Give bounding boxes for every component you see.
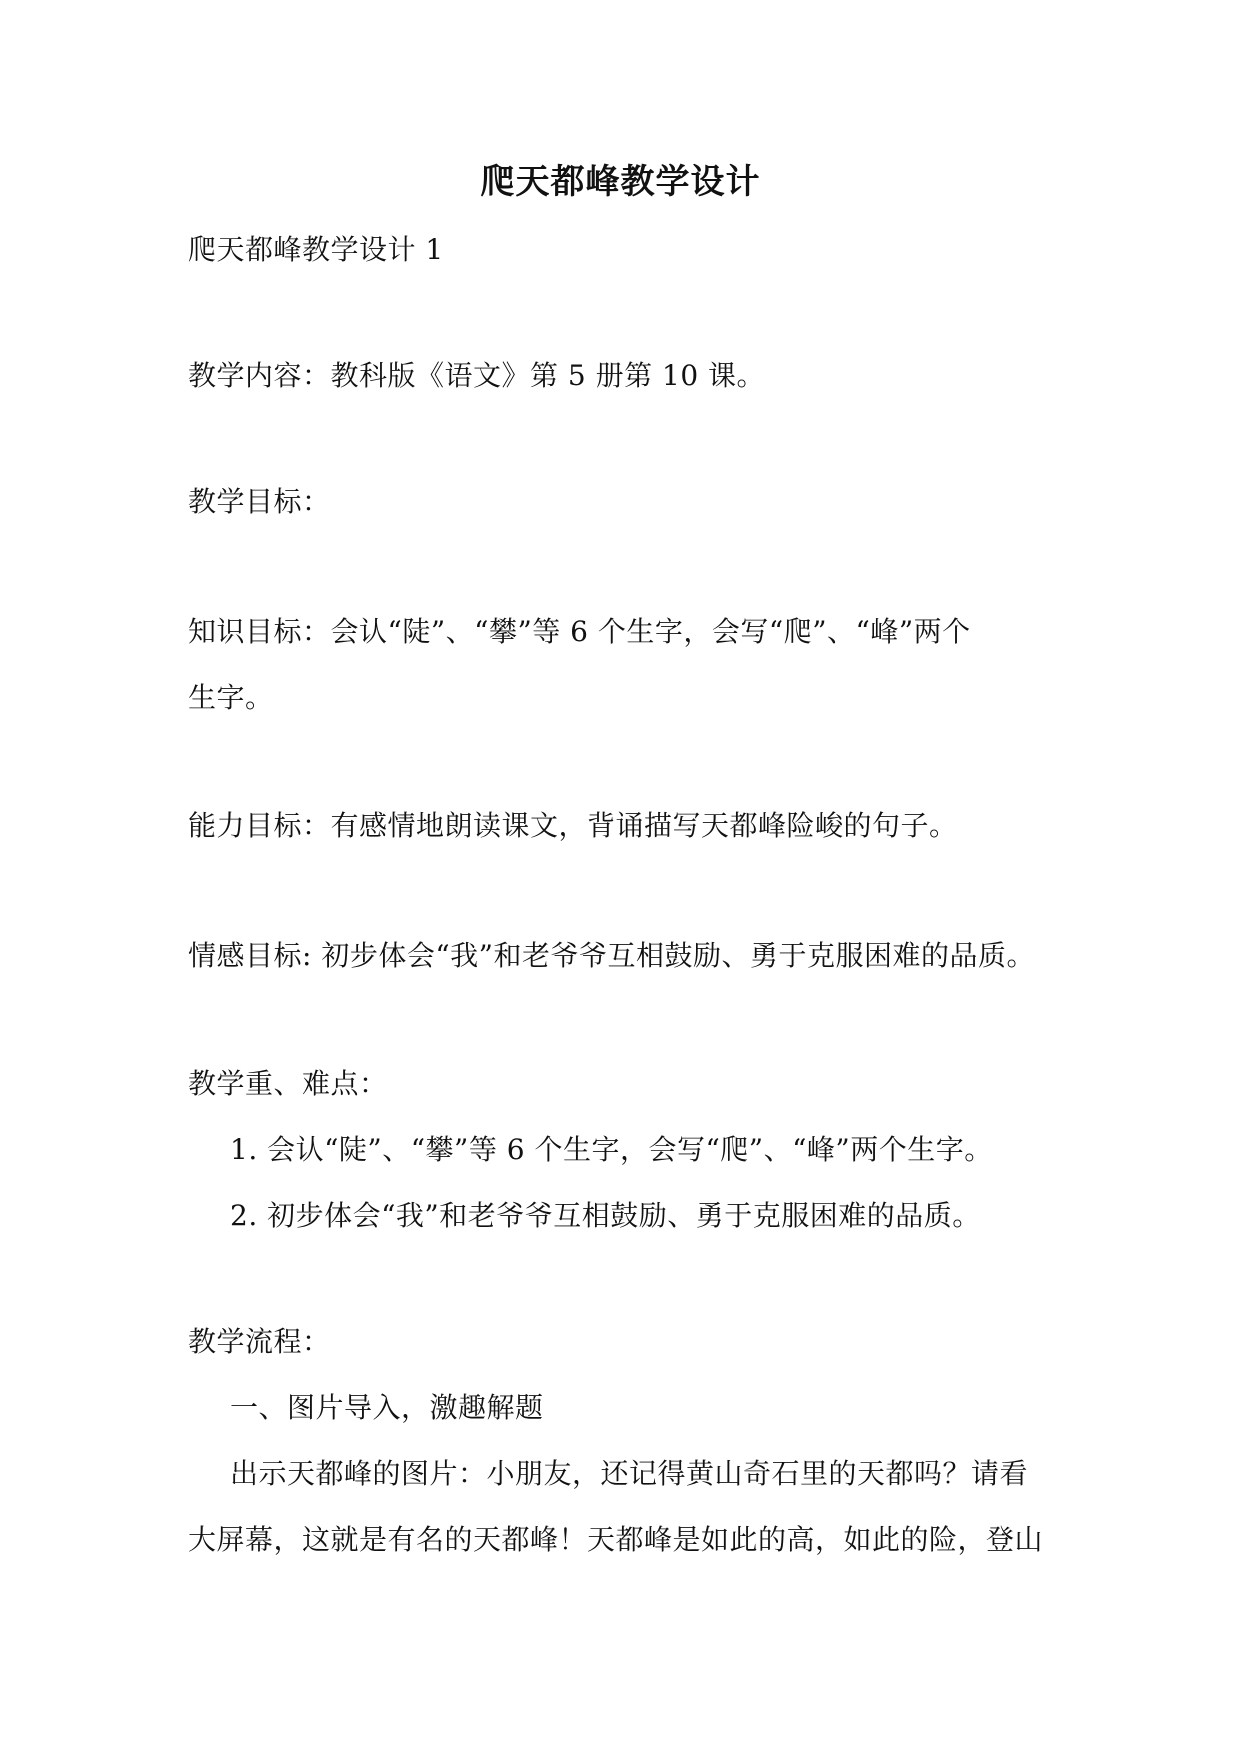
teaching-content-line: 教学内容：教科版《语文》第 5 册第 10 课。 xyxy=(188,359,766,392)
knowledge-goal-line-1: 知识目标：会认“陡”、“攀”等 6 个生字，会写“爬”、“峰”两个 xyxy=(188,615,971,648)
teaching-process-heading: 教学流程： xyxy=(188,1325,331,1358)
key-points-heading: 教学重、难点： xyxy=(188,1067,388,1100)
key-point-item-1: 1. 会认“陡”、“攀”等 6 个生字，会写“爬”、“峰”两个生字。 xyxy=(230,1133,993,1166)
document-subtitle: 爬天都峰教学设计 1 xyxy=(188,233,444,266)
ability-goal-line: 能力目标：有感情地朗读课文，背诵描写天都峰险峻的句子。 xyxy=(188,809,958,842)
knowledge-goal-line-2: 生字。 xyxy=(188,681,274,714)
key-point-item-2: 2. 初步体会“我”和老爷爷互相鼓励、勇于克服困难的品质。 xyxy=(230,1199,981,1232)
teaching-goals-heading: 教学目标： xyxy=(188,485,331,518)
step-1-paragraph-line-2: 大屏幕，这就是有名的天都峰！天都峰是如此的高，如此的险，登山 xyxy=(188,1523,1044,1556)
emotion-goal-line: 情感目标: 初步体会“我”和老爷爷互相鼓励、勇于克服困难的品质。 xyxy=(188,939,1035,972)
document-title: 爬天都峰教学设计 xyxy=(480,162,761,202)
step-1-heading: 一、图片导入，激趣解题 xyxy=(230,1391,544,1424)
step-1-paragraph-line-1: 出示天都峰的图片：小朋友，还记得黄山奇石里的天都吗？请看 xyxy=(230,1457,1029,1490)
